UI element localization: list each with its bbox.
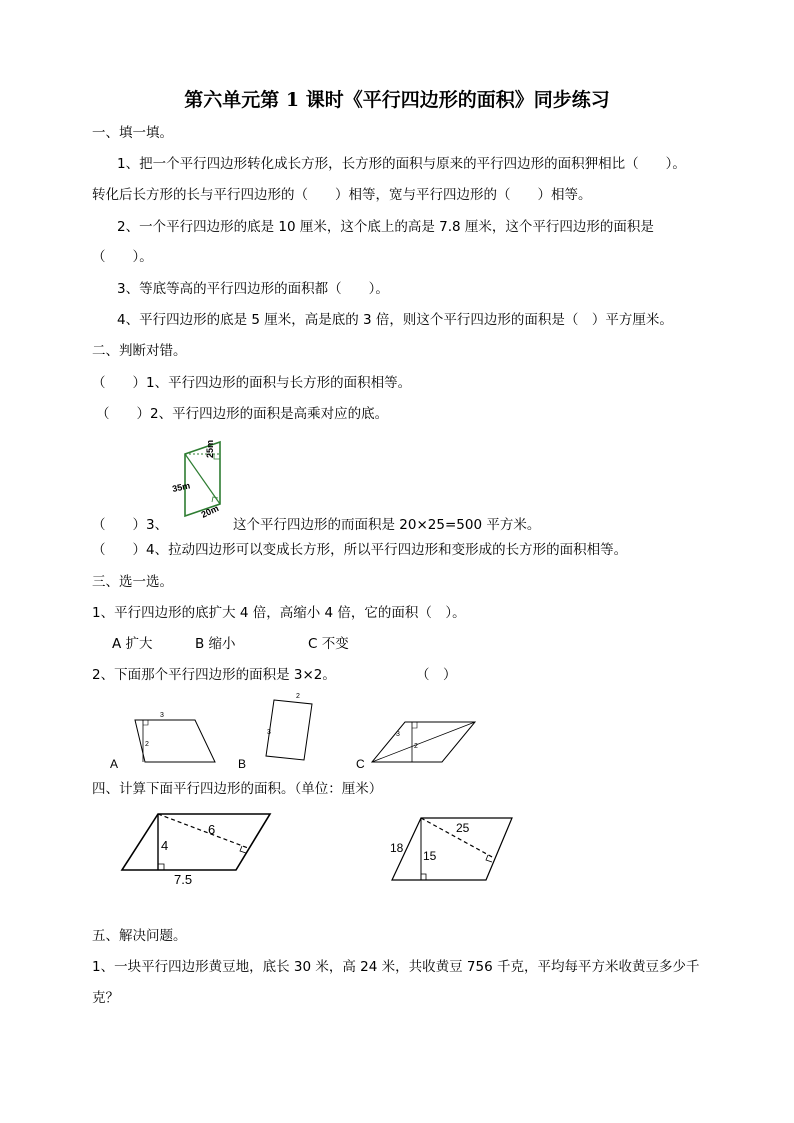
s2-question-1: （ ）1、平行四边形的面积与长方形的面积相等。 [92,375,412,391]
section-5-heading: 五、解决问题。 [92,928,187,944]
fig-label-20m: 20m [199,503,221,520]
s2-question-3-prefix: （ ）3、 [92,517,169,533]
fig-label-25m: 25m [205,439,215,458]
section-1-heading: 一、填一填。 [92,125,173,141]
fig-c-side-label: 3 [396,731,400,738]
fig1-label-7-5: 7.5 [174,872,193,886]
section-3-heading: 三、选一选。 [92,574,173,590]
fig-a-letter: A [110,757,119,771]
section-2-heading: 二、判断对错。 [92,343,187,359]
s1-question-2-line-2: （ ）。 [92,249,153,265]
s1-question-3: 3、等底等高的平行四边形的面积都（ ）。 [117,281,389,297]
fig-a-top-label: 3 [160,712,164,719]
parallelogram-figure-q3 [165,436,235,520]
s3-option-a: A 扩大 [112,636,153,652]
s2-question-3-text: 这个平行四边形的而面积是 20×25=500 平方米。 [233,517,541,533]
s1-question-1-line-2: 转化后长方形的长与平行四边形的（ ）相等，宽与平行四边形的（ ）相等。 [92,187,592,203]
fig-b-letter: B [238,757,247,771]
fig2-label-18: 18 [390,841,404,855]
s5-question-1-line-2: 克？ [92,990,119,1006]
fig1-label-4: 4 [161,838,169,853]
s3-question-2-blank: （ ） [416,667,457,683]
fig1-label-6: 6 [208,822,216,837]
fig2-label-25: 25 [456,821,470,835]
option-a-figure [108,690,228,772]
s5-question-1-line-1: 1、一块平行四边形黄豆地，底长 30 米，高 24 米，共收黄豆 756 千克，平均每平方米收黄豆多少千 [92,959,700,975]
calc-parallelogram-2 [388,810,518,886]
s1-question-4: 4、平行四边形的底是 5 厘米，高是底的 3 倍，则这个平行四边形的面积是（ ）平方厘米。 [117,312,673,328]
fig-b-top-label: 2 [296,693,300,700]
page-title: 第六单元第 1 课时《平行四边形的面积》同步练习 [184,89,610,111]
s2-question-2: （ ）2、平行四边形的面积是高乘对应的底。 [96,406,389,422]
s3-option-b: B 缩小 [195,636,236,652]
s1-question-2-line-1: 2、一个平行四边形的底是 10 厘米，这个底上的高是 7.8 厘米，这个平行四边形的面积是 [117,219,654,235]
s1-question-1-line-1: 1、把一个平行四边形转化成长方形，长方形的面积与原来的平行四边形的面积狎相比（ ）。 [117,156,686,172]
fig-b-side-label: 3 [267,729,271,736]
section-4-heading: 四、计算下面平行四边形的面积。（单位：厘米） [92,781,383,797]
fig-label-35m: 35m [171,480,192,494]
s2-question-4: （ ）4、拉动四边形可以变成长方形，所以平行四边形和变形成的长方形的面积相等。 [92,542,628,558]
option-c-figure [350,690,480,772]
fig-a-height-label: 2 [145,741,149,748]
s3-question-2: 2、下面那个平行四边形的面积是 3×2。 [92,667,336,683]
option-b-figure [236,690,326,772]
fig-c-letter: C [356,757,365,771]
fig2-label-15: 15 [423,849,437,863]
calc-parallelogram-1 [118,810,278,886]
s3-question-1: 1、平行四边形的底扩大 4 倍，高缩小 4 倍，它的面积（ ）。 [92,605,466,621]
s3-option-c: C 不变 [308,636,349,652]
fig-c-height-label: 2 [414,743,418,750]
